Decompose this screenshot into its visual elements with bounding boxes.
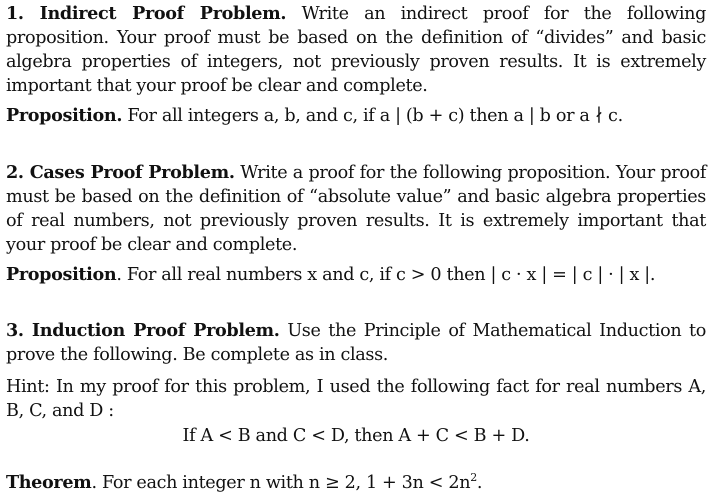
problem-2-body: Write a proof for the following proposition. Your proof must be based on the definition of “absolute value” and basic algebra properties of real numbers, not previously proven results. It is extremely important that your proof be clear and complete. <box>6 163 706 255</box>
hint-text: Hint: In my proof for this problem, I used the following fact for real numbers A, B, C, and D : <box>6 377 706 421</box>
problem-1-heading: 1. Indirect Proof Problem. <box>6 3 287 24</box>
problem-2-heading: 2. Cases Proof Problem. <box>6 162 235 183</box>
proposition-1 <box>6 104 706 128</box>
problem-3-body: Use the Principle of Mathematical Induction to prove the following. Be complete as in class. <box>6 321 707 365</box>
problem-2 <box>6 161 706 257</box>
proposition-1-text: For all integers a, b, and c, if a | (b + c) then a | b or a ∤ c. <box>127 106 623 126</box>
theorem <box>6 471 706 495</box>
theorem-text: . For each integer n with n ≥ 2, 1 + 3n < 2n <box>91 473 471 493</box>
problem-3-heading: 3. Induction Proof Problem. <box>6 320 280 341</box>
problem-1 <box>6 2 706 98</box>
problem-3 <box>6 319 706 367</box>
proposition-1-label: Proposition. <box>6 105 123 126</box>
fact-display <box>6 424 706 448</box>
problem-1-body: Write an indirect proof for the following proposition. Your proof must be based on the definition of “divides” and basic algebra properties of integers, not previously proven results. It is extremely important that your proof be clear and complete. <box>6 4 706 96</box>
hint <box>6 375 706 423</box>
theorem-exponent: 2 <box>470 471 477 484</box>
fact-text: If A < B and C < D, then A + C < B + D. <box>182 426 530 446</box>
theorem-end: . <box>476 473 483 493</box>
proposition-2-text: . For all real numbers x and c, if c > 0 then | c · x | = | c | · | x |. <box>116 265 656 285</box>
proposition-2-label: Proposition <box>6 264 117 285</box>
proposition-2 <box>6 263 706 287</box>
theorem-label: Theorem <box>6 472 92 493</box>
